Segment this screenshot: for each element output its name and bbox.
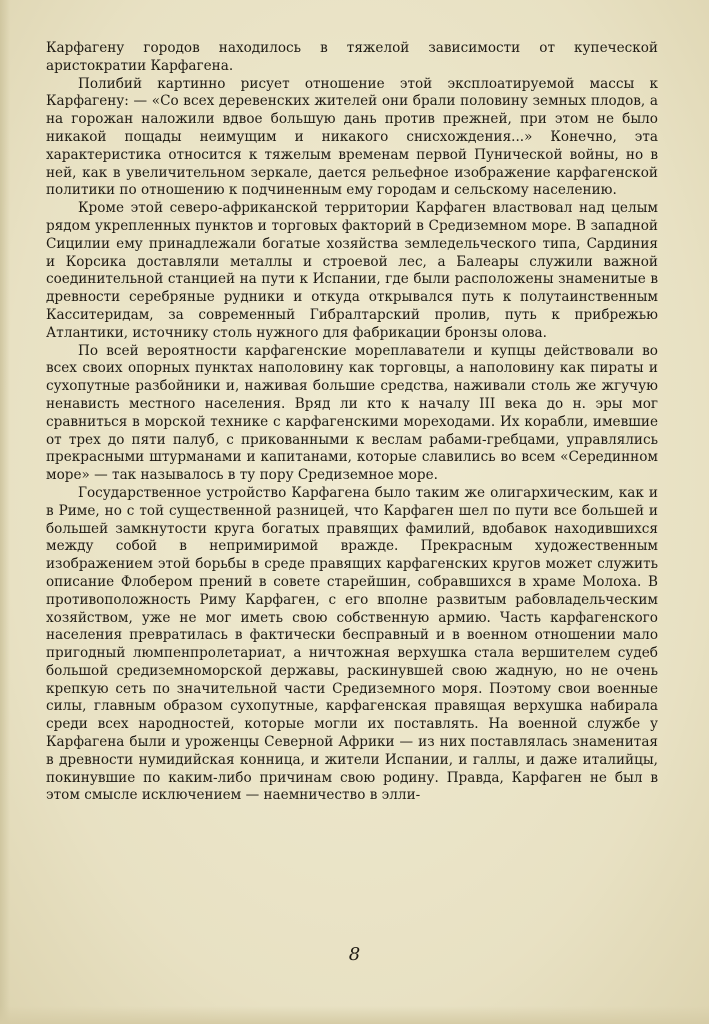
body-text (46, 40, 658, 805)
page-bottom-edge-shadow (0, 1006, 709, 1024)
page-number: 8 (348, 944, 361, 965)
paragraph-3: Кроме этой северо-африканской территории Карфаген властвовал над целым рядом укрепленных пунктов и торговых факторий в Средиземном море. В западной Сицилии ему принадлежали богатые хозяйства земледельческого типа, Сардиния и Корсика доставляли металлы и строевой лес, а Балеары служили важной соединительной станцией на пути к Испании, где были расположены знаменитые в древности серебряные рудники и откуда открывался путь к полутаинственным Касситеридам, за современный Гибралтарский пролив, путь к прибрежью Атлантики, источнику столь нужного для фабрикации бронзы олова. (46, 200, 658, 341)
paragraph-1: Карфагену городов находилось в тяжелой зависимости от купеческой аристократии Карфагена. (46, 40, 658, 74)
paragraph-2: Полибий картинно рисует отношение этой эксплоатируемой массы к Карфагену: — «Со всех деревенских жителей они брали половину земных плодов, а на горожан наложили вдвое большую дань против прежней, при этом не было никакой пощады неимущим и никакого снисхождения...» Конечно, эта характеристика относится к тяжелым временам первой Пунической войны, но в ней, как в увеличительном зеркале, дается рельефное изображение карфагенской политики по отношению к подчиненным ему городам и сельскому населению. (46, 75, 658, 199)
page-left-edge-shadow (0, 0, 10, 1024)
paragraph-5: Государственное устройство Карфагена было таким же олигархическим, как и в Риме, но с той существенной разницей, что Карфаген шел по пути все большей и большей замкнутости круга богатых правящих фамилий, вдобавок находившихся между собой в непримиримой вражде. Прекрасным художественным изображением этой борьбы в среде правящих карфагенских кругов может служить описание Флобером прений в совете старейшин, собравшихся в храме Молоха. В противоположность Риму Карфаген, с его вполне развитым рабовладельческим хозяйством, уже не мог иметь свою собственную армию. Часть карфагенского населения превратилась в фактически бесправный и в военном отношении мало пригодный люмпенпролетариат, а ничтожная верхушка стала вершителем судеб большой средиземноморской державы, раскинувшей свою жадную, но не очень крепкую сеть по значительной части Средиземного моря. Поэтому свои военные силы, главным образом сухопутные, карфагенская правящая верхушка набирала среди всех народностей, которые могли их поставлять. На военной службе у Карфагена были и уроженцы Северной Африки — из них поставлялась знаменитая в древности нумидийская конница, и жители Испании, и галлы, и даже италийцы, покинувшие по каким-либо причинам свою родину. Правда, Карфаген не был в этом смысле исключением — наемничество в элли- (46, 484, 658, 804)
paragraph-4: По всей вероятности карфагенские мореплаватели и купцы действовали во всех своих опорных пунктах наполовину как торговцы, а наполовину как пираты и сухопутные разбойники и, наживая большие средства, наживали столь же жгучую ненависть местного населения. Вряд ли кто к началу III века до н. эры мог сравниться в морской технике с карфагенскими мореходами. Их корабли, имевшие от трех до пяти палуб, с прикованными к веслам рабами-гребцами, управлялись прекрасными штурманами и капитанами, которые славились во всем «Серединном море» — так называлось в ту пору Средиземное море. (46, 342, 658, 484)
